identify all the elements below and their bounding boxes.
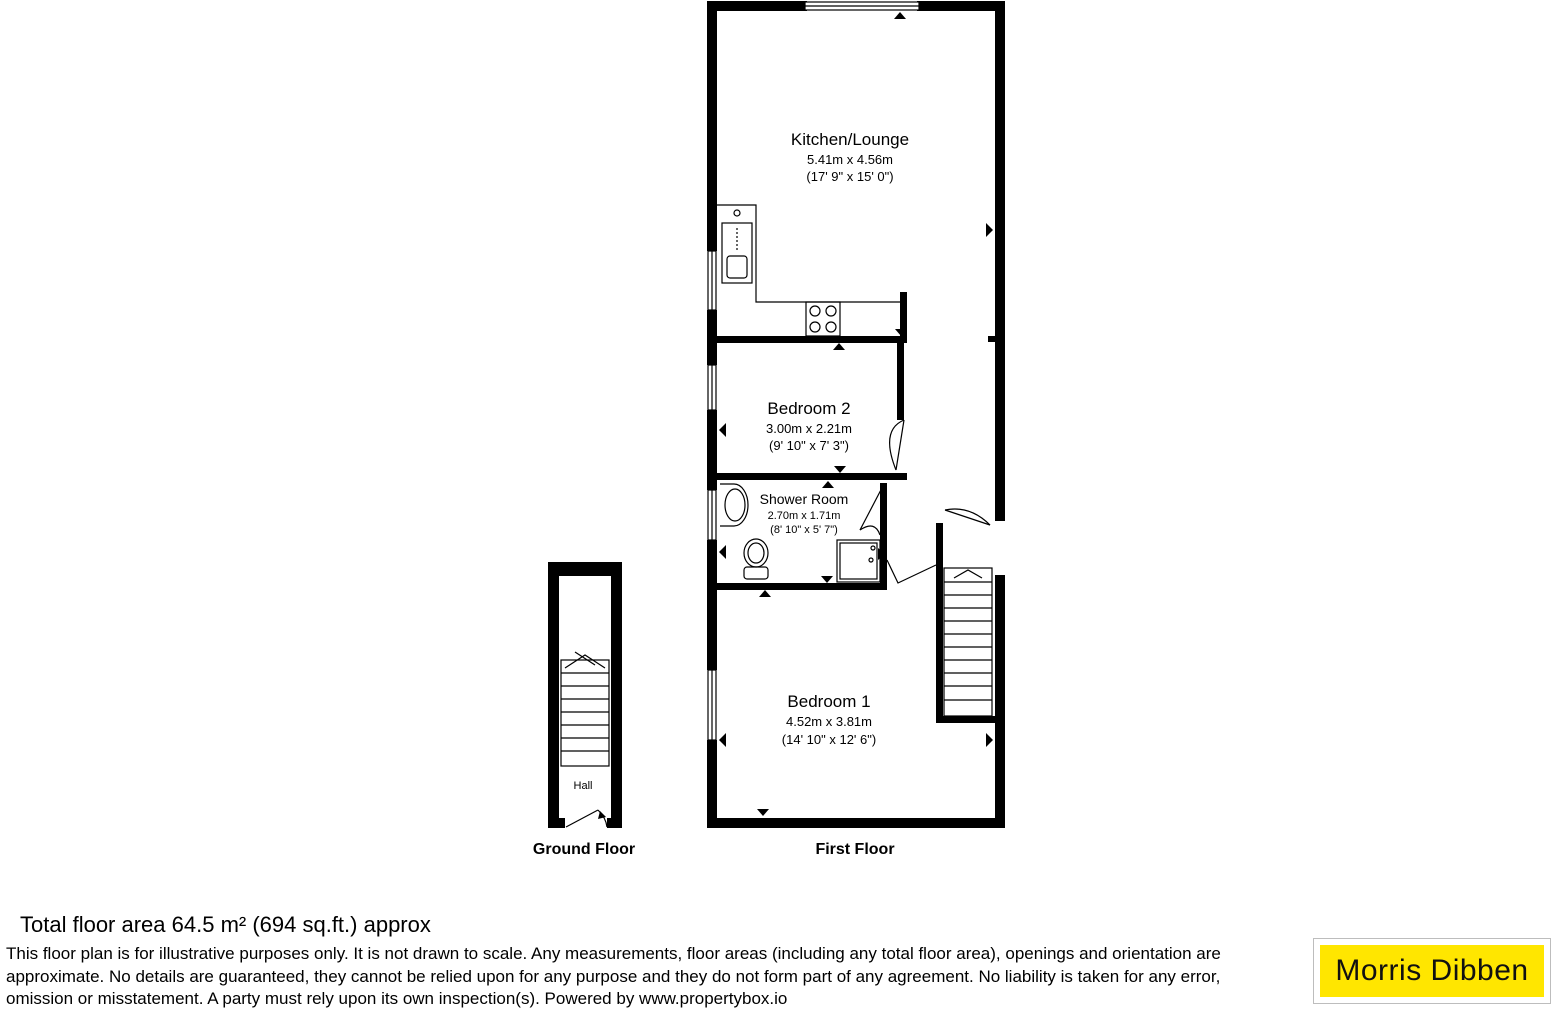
morris-dibben-logo: Morris Dibben <box>1320 945 1544 997</box>
room-metric-shower-room: 2.70m x 1.71m <box>767 510 841 522</box>
hob-icon <box>806 302 840 336</box>
room-imperial-kitchen-lounge: (17' 9" x 15' 0") <box>806 169 894 184</box>
first-floor-plan <box>707 1 1005 858</box>
disclaimer-text: This floor plan is for illustrative purposes only. It is not drawn to scale. Any measurements, floor areas (including any total floor area), openings and orientation are approximate. No details are guaranteed, they cannot be relied upon for any purpose and they do not form part of any agreement. No liability is taken for any error, omission or misstatement. A party must rely upon its own inspection(s). Powered by www.propertybox.io <box>6 944 1221 1008</box>
room-name-hall: Hall <box>573 780 593 792</box>
first-floor-staircase <box>944 568 992 716</box>
room-name-bedroom-2: Bedroom 2 <box>767 399 851 418</box>
radiator-marker-hall <box>598 811 606 819</box>
room-metric-kitchen-lounge: 5.41m x 4.56m <box>807 152 893 167</box>
ground-floor-plan <box>533 562 635 858</box>
floor-label-ground: Ground Floor <box>532 841 636 858</box>
interior-walls <box>717 292 995 723</box>
room-name-kitchen-lounge: Kitchen/Lounge <box>790 130 910 149</box>
logo-frame <box>1313 938 1551 1004</box>
kitchen-counter <box>717 205 900 302</box>
room-name-shower-room: Shower Room <box>759 491 849 507</box>
room-imperial-bedroom-2: (9' 10" x 7' 3") <box>769 438 849 453</box>
room-metric-bedroom-1: 4.52m x 3.81m <box>786 714 872 729</box>
room-imperial-bedroom-1: (14' 10" x 12' 6") <box>781 732 877 747</box>
shower-tray-icon <box>837 540 880 582</box>
toilet-icon <box>744 539 768 579</box>
room-metric-bedroom-2: 3.00m x 2.21m <box>766 421 852 436</box>
ground-floor-staircase <box>561 652 609 766</box>
floor-label-first: First Floor <box>815 841 895 858</box>
room-name-bedroom-1: Bedroom 1 <box>787 692 871 711</box>
total-floor-area: Total floor area 64.5 m² (694 sq.ft.) approx <box>20 912 431 937</box>
basin-icon <box>720 484 748 526</box>
room-imperial-shower-room: (8' 10" x 5' 7") <box>770 524 838 536</box>
windows <box>708 2 919 740</box>
